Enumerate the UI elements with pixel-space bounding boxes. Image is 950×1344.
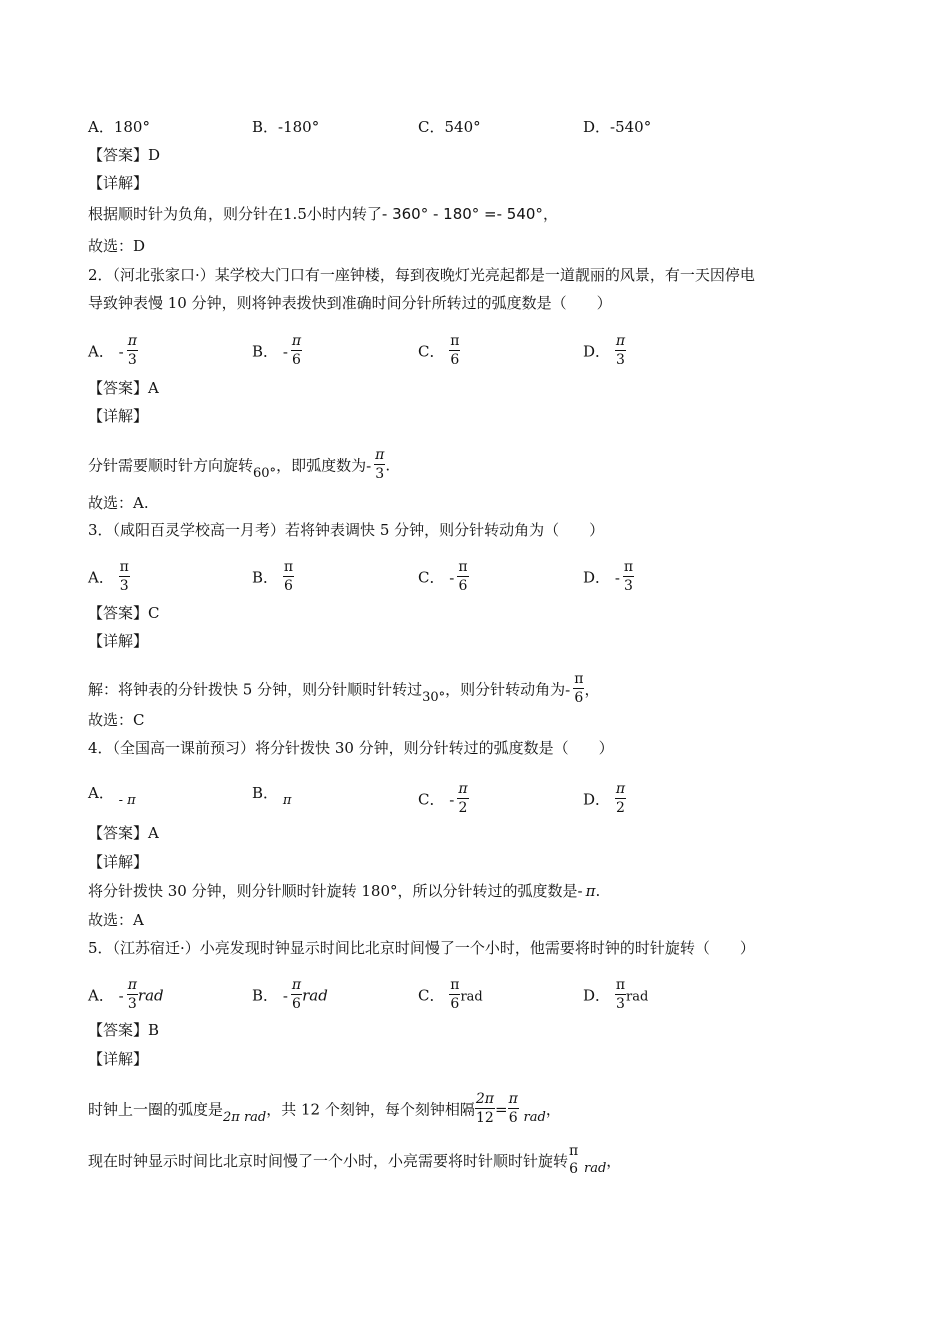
q5-b-num: π bbox=[291, 977, 302, 993]
q5-line1-fraction-a bbox=[475, 1090, 495, 1127]
q5-line1-pre: 时钟上一圈的弧度是 bbox=[88, 1100, 224, 1119]
q2-answer: 【答案】A bbox=[88, 379, 159, 397]
q5-line1-mid: ，共 12 个刻钟，每个刻钟相隔 bbox=[266, 1100, 475, 1119]
q3-explain-deg: 30° bbox=[422, 689, 446, 705]
q3-option-a-label: A． bbox=[88, 568, 114, 587]
q4-option-a-value bbox=[119, 793, 136, 808]
q5-option-d bbox=[583, 978, 648, 1015]
q5-option-b-fraction bbox=[291, 976, 302, 1013]
q2-option-b-minus: - bbox=[282, 342, 288, 361]
q5-line2-fraction bbox=[568, 1142, 579, 1178]
q5-option-d-fraction bbox=[615, 976, 626, 1013]
q3-answer: 【答案】C bbox=[88, 604, 160, 622]
q5-d-unit: rad bbox=[626, 989, 649, 1005]
q2-option-b-label: B． bbox=[252, 342, 279, 361]
q5-line1-num-a: 2π bbox=[475, 1091, 494, 1107]
q3-option-c-minus: - bbox=[449, 568, 455, 587]
q3-option-a-fraction bbox=[119, 558, 130, 595]
q5-line1-val: 2π rad bbox=[223, 1109, 267, 1125]
q3-choose: 故选：C bbox=[88, 711, 145, 729]
q5-b-den: 6 bbox=[292, 996, 301, 1012]
q3-b-num: π bbox=[283, 559, 294, 575]
q2-a-den: 3 bbox=[127, 352, 137, 368]
q2-option-d-label: D． bbox=[583, 342, 611, 361]
q5-c-num: π bbox=[450, 977, 460, 993]
q2-option-a-fraction bbox=[127, 332, 138, 369]
q4-stem: 4．（全国高一课前预习）将分针拨快 30 分钟，则分针转过的弧度数是（ ） bbox=[88, 739, 614, 757]
q5-line1-unit: rad bbox=[523, 1109, 546, 1125]
q4-a-pi: π bbox=[127, 793, 136, 808]
q5-d-num: π bbox=[615, 977, 626, 993]
q3-d-den: 3 bbox=[624, 578, 633, 594]
q3-d-num: π bbox=[623, 559, 634, 575]
q4-detail-heading: 【详解】 bbox=[88, 853, 149, 871]
q2-option-d-fraction bbox=[615, 332, 626, 369]
q5-c-den: 6 bbox=[450, 996, 460, 1012]
q1-detail-heading: 【详解】 bbox=[88, 174, 149, 192]
q3-explain-minus: - bbox=[565, 680, 571, 699]
q3-c-den: 6 bbox=[458, 578, 468, 594]
q3-option-d-fraction bbox=[623, 558, 634, 595]
q5-a-num: π bbox=[127, 977, 137, 993]
q5-line1-num-b: π bbox=[508, 1091, 518, 1107]
q5-line2-unit: rad bbox=[584, 1161, 607, 1176]
q5-option-a-fraction bbox=[127, 976, 138, 1013]
q3-option-d-minus: - bbox=[614, 568, 620, 587]
q5-explanation-line1 bbox=[88, 1092, 561, 1129]
q2-d-den: 3 bbox=[615, 352, 625, 368]
q5-a-unit: rad bbox=[137, 986, 164, 1005]
q3-option-c-label: C． bbox=[418, 568, 445, 587]
q2-detail-heading: 【详解】 bbox=[88, 407, 149, 425]
q5-a-den: 3 bbox=[127, 996, 137, 1012]
q3-c-num: π bbox=[458, 559, 468, 575]
q2-explain-post: . bbox=[385, 456, 391, 475]
q2-a-num: π bbox=[127, 333, 137, 349]
q1-explain-post: ， bbox=[542, 205, 558, 223]
q2-b-num: π bbox=[291, 333, 302, 349]
q4-c-num: π bbox=[458, 781, 468, 797]
q4-option-b-label: B． bbox=[252, 784, 279, 802]
q5-line2-pre: 现在时钟显示时间比北京时间慢了一个小时，小亮需要将时针顺时针旋转 bbox=[88, 1152, 569, 1170]
q1-explain-pre: 根据顺时针为负角，则分针在 bbox=[88, 205, 284, 223]
q2-option-c-label: C． bbox=[418, 342, 445, 361]
q3-a-num: π bbox=[119, 559, 129, 575]
q3-option-b-fraction bbox=[283, 558, 294, 595]
q1-explain-math: - 360° - 180° =- 540° bbox=[381, 205, 543, 223]
q4-explain-pi: π bbox=[585, 882, 596, 900]
q2-explain-minus: - bbox=[366, 456, 372, 475]
q4-d-num: π bbox=[615, 781, 626, 797]
q4-option-d-fraction bbox=[615, 780, 626, 817]
q3-explain-fraction bbox=[573, 670, 584, 707]
q5-option-c bbox=[418, 978, 483, 1015]
q5-option-b bbox=[252, 978, 328, 1015]
q2-option-c bbox=[418, 334, 460, 371]
q4-option-a bbox=[88, 782, 136, 806]
q5-line1-eq: = bbox=[494, 1100, 508, 1119]
q5-line1-den-a: 12 bbox=[476, 1110, 494, 1126]
q3-a-den: 3 bbox=[119, 578, 129, 594]
q5-answer: 【答案】B bbox=[88, 1021, 160, 1039]
q2-d-num: π bbox=[615, 333, 626, 349]
q4-explain-pre: 将分针拨快 30 分钟，则分针顺时针旋转 180°，所以分针转过的弧度数是 bbox=[88, 882, 578, 900]
q2-option-c-fraction bbox=[449, 332, 460, 369]
q3-option-d-label: D． bbox=[583, 568, 611, 587]
q4-answer: 【答案】A bbox=[88, 824, 159, 842]
q4-choose: 故选：A bbox=[88, 911, 144, 929]
q1-answer: 【答案】D bbox=[88, 146, 161, 164]
q4-option-c-label: C． bbox=[418, 790, 445, 809]
q2-stem-line2: 导致钟表慢 10 分钟，则将钟表拨快到准确时间分针所转过的弧度数是（ ） bbox=[88, 294, 612, 312]
q4-explanation bbox=[88, 880, 600, 902]
q2-c-den: 6 bbox=[450, 352, 460, 368]
q1-option-d: D．-540° bbox=[583, 118, 652, 136]
q2-b-den: 6 bbox=[292, 352, 301, 368]
q2-option-b-fraction bbox=[291, 332, 302, 369]
q2-option-b bbox=[252, 334, 302, 371]
q2-explain-num: π bbox=[375, 447, 385, 463]
q2-stem-line1: 2．（河北张家口·）某学校大门口有一座钟楼，每到夜晚灯光亮起都是一道靓丽的风景，有一天因停电 bbox=[88, 266, 755, 284]
q2-option-a-minus: - bbox=[118, 342, 124, 361]
q5-line2-den: 6 bbox=[569, 1161, 579, 1177]
q2-option-d bbox=[583, 334, 626, 371]
q2-explain-mid: ，即弧度数为 bbox=[276, 456, 367, 475]
q5-d-den: 3 bbox=[615, 996, 625, 1012]
q2-explanation bbox=[88, 448, 390, 485]
q5-c-unit: rad bbox=[460, 989, 483, 1005]
q5-line2-post: ， bbox=[606, 1152, 622, 1170]
q5-option-c-fraction bbox=[449, 976, 460, 1013]
q1-option-a: A．180° bbox=[88, 118, 150, 136]
q2-choose: 故选：A. bbox=[88, 494, 149, 512]
q4-explain-post: . bbox=[595, 882, 601, 900]
q3-option-d bbox=[583, 560, 634, 597]
q5-line1-fraction-b bbox=[508, 1090, 519, 1127]
q3-option-c-fraction bbox=[457, 558, 468, 595]
q2-option-a-label: A． bbox=[88, 342, 114, 361]
q5-line2-num: π bbox=[569, 1143, 579, 1159]
q4-option-c bbox=[418, 782, 469, 819]
q3-option-b-label: B． bbox=[252, 568, 279, 587]
q3-b-den: 6 bbox=[283, 578, 293, 594]
q5-line1-den-b: 6 bbox=[508, 1110, 518, 1126]
q1-choose: 故选：D bbox=[88, 237, 146, 255]
q4-d-den: 2 bbox=[615, 800, 625, 816]
q5-option-a bbox=[88, 978, 164, 1015]
q4-option-c-fraction bbox=[457, 780, 468, 817]
q4-option-d-label: D． bbox=[583, 790, 611, 809]
q5-option-b-minus: - bbox=[282, 986, 288, 1005]
q4-option-d bbox=[583, 782, 626, 819]
q4-option-a-label: A． bbox=[88, 784, 114, 802]
q4-a-minus: - bbox=[118, 793, 124, 808]
q5-b-unit: rad bbox=[302, 986, 328, 1005]
q5-option-a-label: A． bbox=[88, 986, 114, 1005]
q2-explain-pre: 分针需要顺时针方向旋转 bbox=[88, 456, 254, 475]
q1-explain-mid: 小时内转了 bbox=[306, 205, 382, 223]
q5-stem: 5．（江苏宿迁·）小亮发现时钟显示时间比北京时间慢了一个小时，他需要将时钟的时针旋转（ ） bbox=[88, 939, 755, 957]
q5-detail-heading: 【详解】 bbox=[88, 1050, 149, 1068]
q3-explain-mid: ，则分针转动角为 bbox=[445, 680, 566, 699]
q3-explain-num: π bbox=[574, 671, 584, 687]
q3-explain-post: ， bbox=[584, 680, 600, 699]
q4-option-b bbox=[252, 782, 291, 806]
q4-option-c-minus: - bbox=[449, 790, 455, 809]
q3-option-c bbox=[418, 560, 469, 597]
q3-explanation bbox=[88, 672, 599, 709]
q3-option-a bbox=[88, 560, 130, 597]
q2-explain-deg: 60° bbox=[253, 465, 277, 481]
q1-explanation bbox=[88, 203, 558, 225]
q1-option-c: C．540° bbox=[418, 118, 481, 136]
q3-explain-pre: 解：将钟表的分针拨快 5 分钟，则分针顺时针转过 bbox=[88, 680, 423, 699]
q2-explain-fraction bbox=[374, 446, 385, 483]
q1-option-b: B．-180° bbox=[252, 118, 320, 136]
q5-option-c-label: C． bbox=[418, 986, 445, 1005]
q3-detail-heading: 【详解】 bbox=[88, 632, 149, 650]
q4-c-den: 2 bbox=[458, 800, 468, 816]
q5-option-a-minus: - bbox=[118, 986, 124, 1005]
q4-option-b-value: π bbox=[282, 793, 292, 808]
q3-option-b bbox=[252, 560, 294, 597]
q2-c-num: π bbox=[450, 333, 460, 349]
q3-explain-den: 6 bbox=[574, 690, 584, 706]
q5-option-d-label: D． bbox=[583, 986, 611, 1005]
q5-explanation-line2 bbox=[88, 1144, 621, 1180]
q5-line1-post: ， bbox=[545, 1100, 561, 1119]
q4-explain-minus: - bbox=[577, 882, 583, 900]
q5-option-b-label: B． bbox=[252, 986, 279, 1005]
q2-option-a bbox=[88, 334, 138, 371]
q1-explain-val: 1.5 bbox=[283, 205, 307, 223]
q3-stem: 3．（咸阳百灵学校高一月考）若将钟表调快 5 分钟，则分针转动角为（ ） bbox=[88, 521, 605, 539]
q2-explain-den: 3 bbox=[375, 466, 385, 482]
